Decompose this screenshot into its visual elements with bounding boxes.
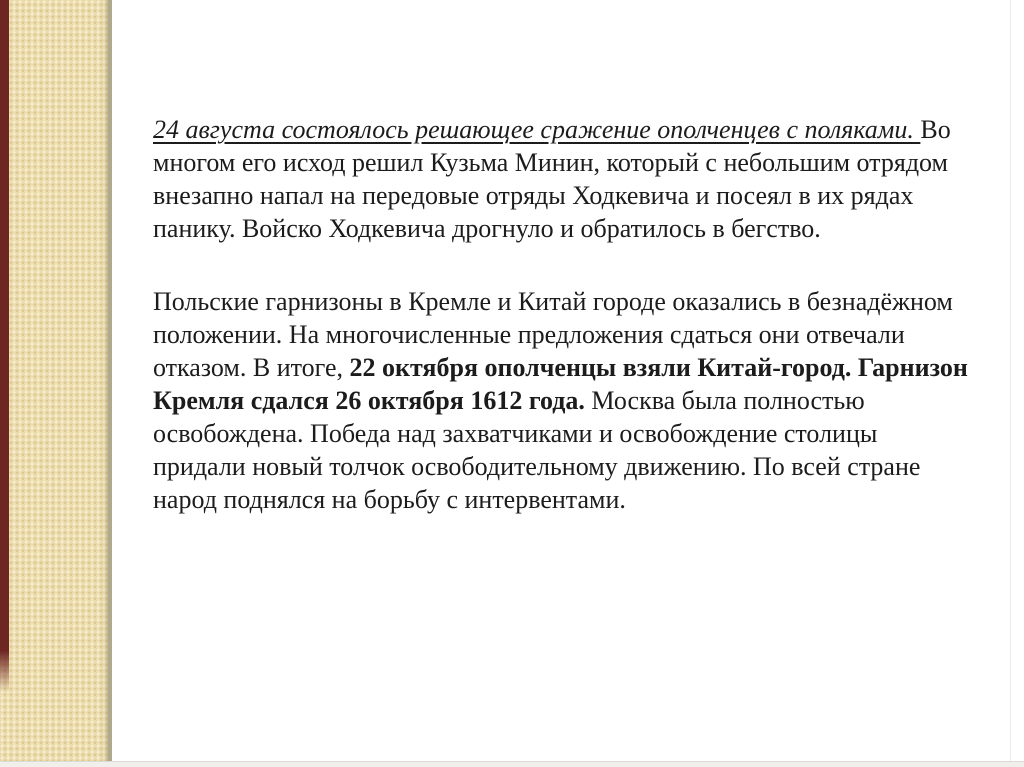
slide-text-block <box>153 113 971 516</box>
page-bottom-edge-line <box>0 761 1024 767</box>
text-segment: Москва была полностью освобождена. Победа над захватчиками и освобождение столицы придали новый толчок освободительному движению. По всей стране народ поднялся на борьбу с интервентами. <box>153 386 921 514</box>
text-segment: Польские гарнизоны в Кремле и Китай городе оказались в безнадёжном положении. На многочисленные предложения сдаться они отвечали отказом. В итоге, <box>153 287 953 382</box>
paragraph <box>153 113 971 245</box>
text-segment: Во многом его исход решил Кузьма Минин, который с небольшим отрядом внезапно напал на передовые отряды Ходкевича и посеял в их рядах панику. Войско Ходкевича дрогнуло и обратилось в бегство. <box>153 115 951 243</box>
left-accent-strip <box>0 0 9 692</box>
page-right-edge-line <box>1010 0 1011 763</box>
paragraph <box>153 285 971 516</box>
left-texture-band <box>0 0 112 763</box>
text-segment: 22 октября ополченцы взяли Китай-город. Гарнизон Кремля сдался 26 октября 1612 года. <box>153 353 968 415</box>
text-segment: 24 августа состоялось решающее сражение ополченцев с поляками. <box>153 115 921 144</box>
